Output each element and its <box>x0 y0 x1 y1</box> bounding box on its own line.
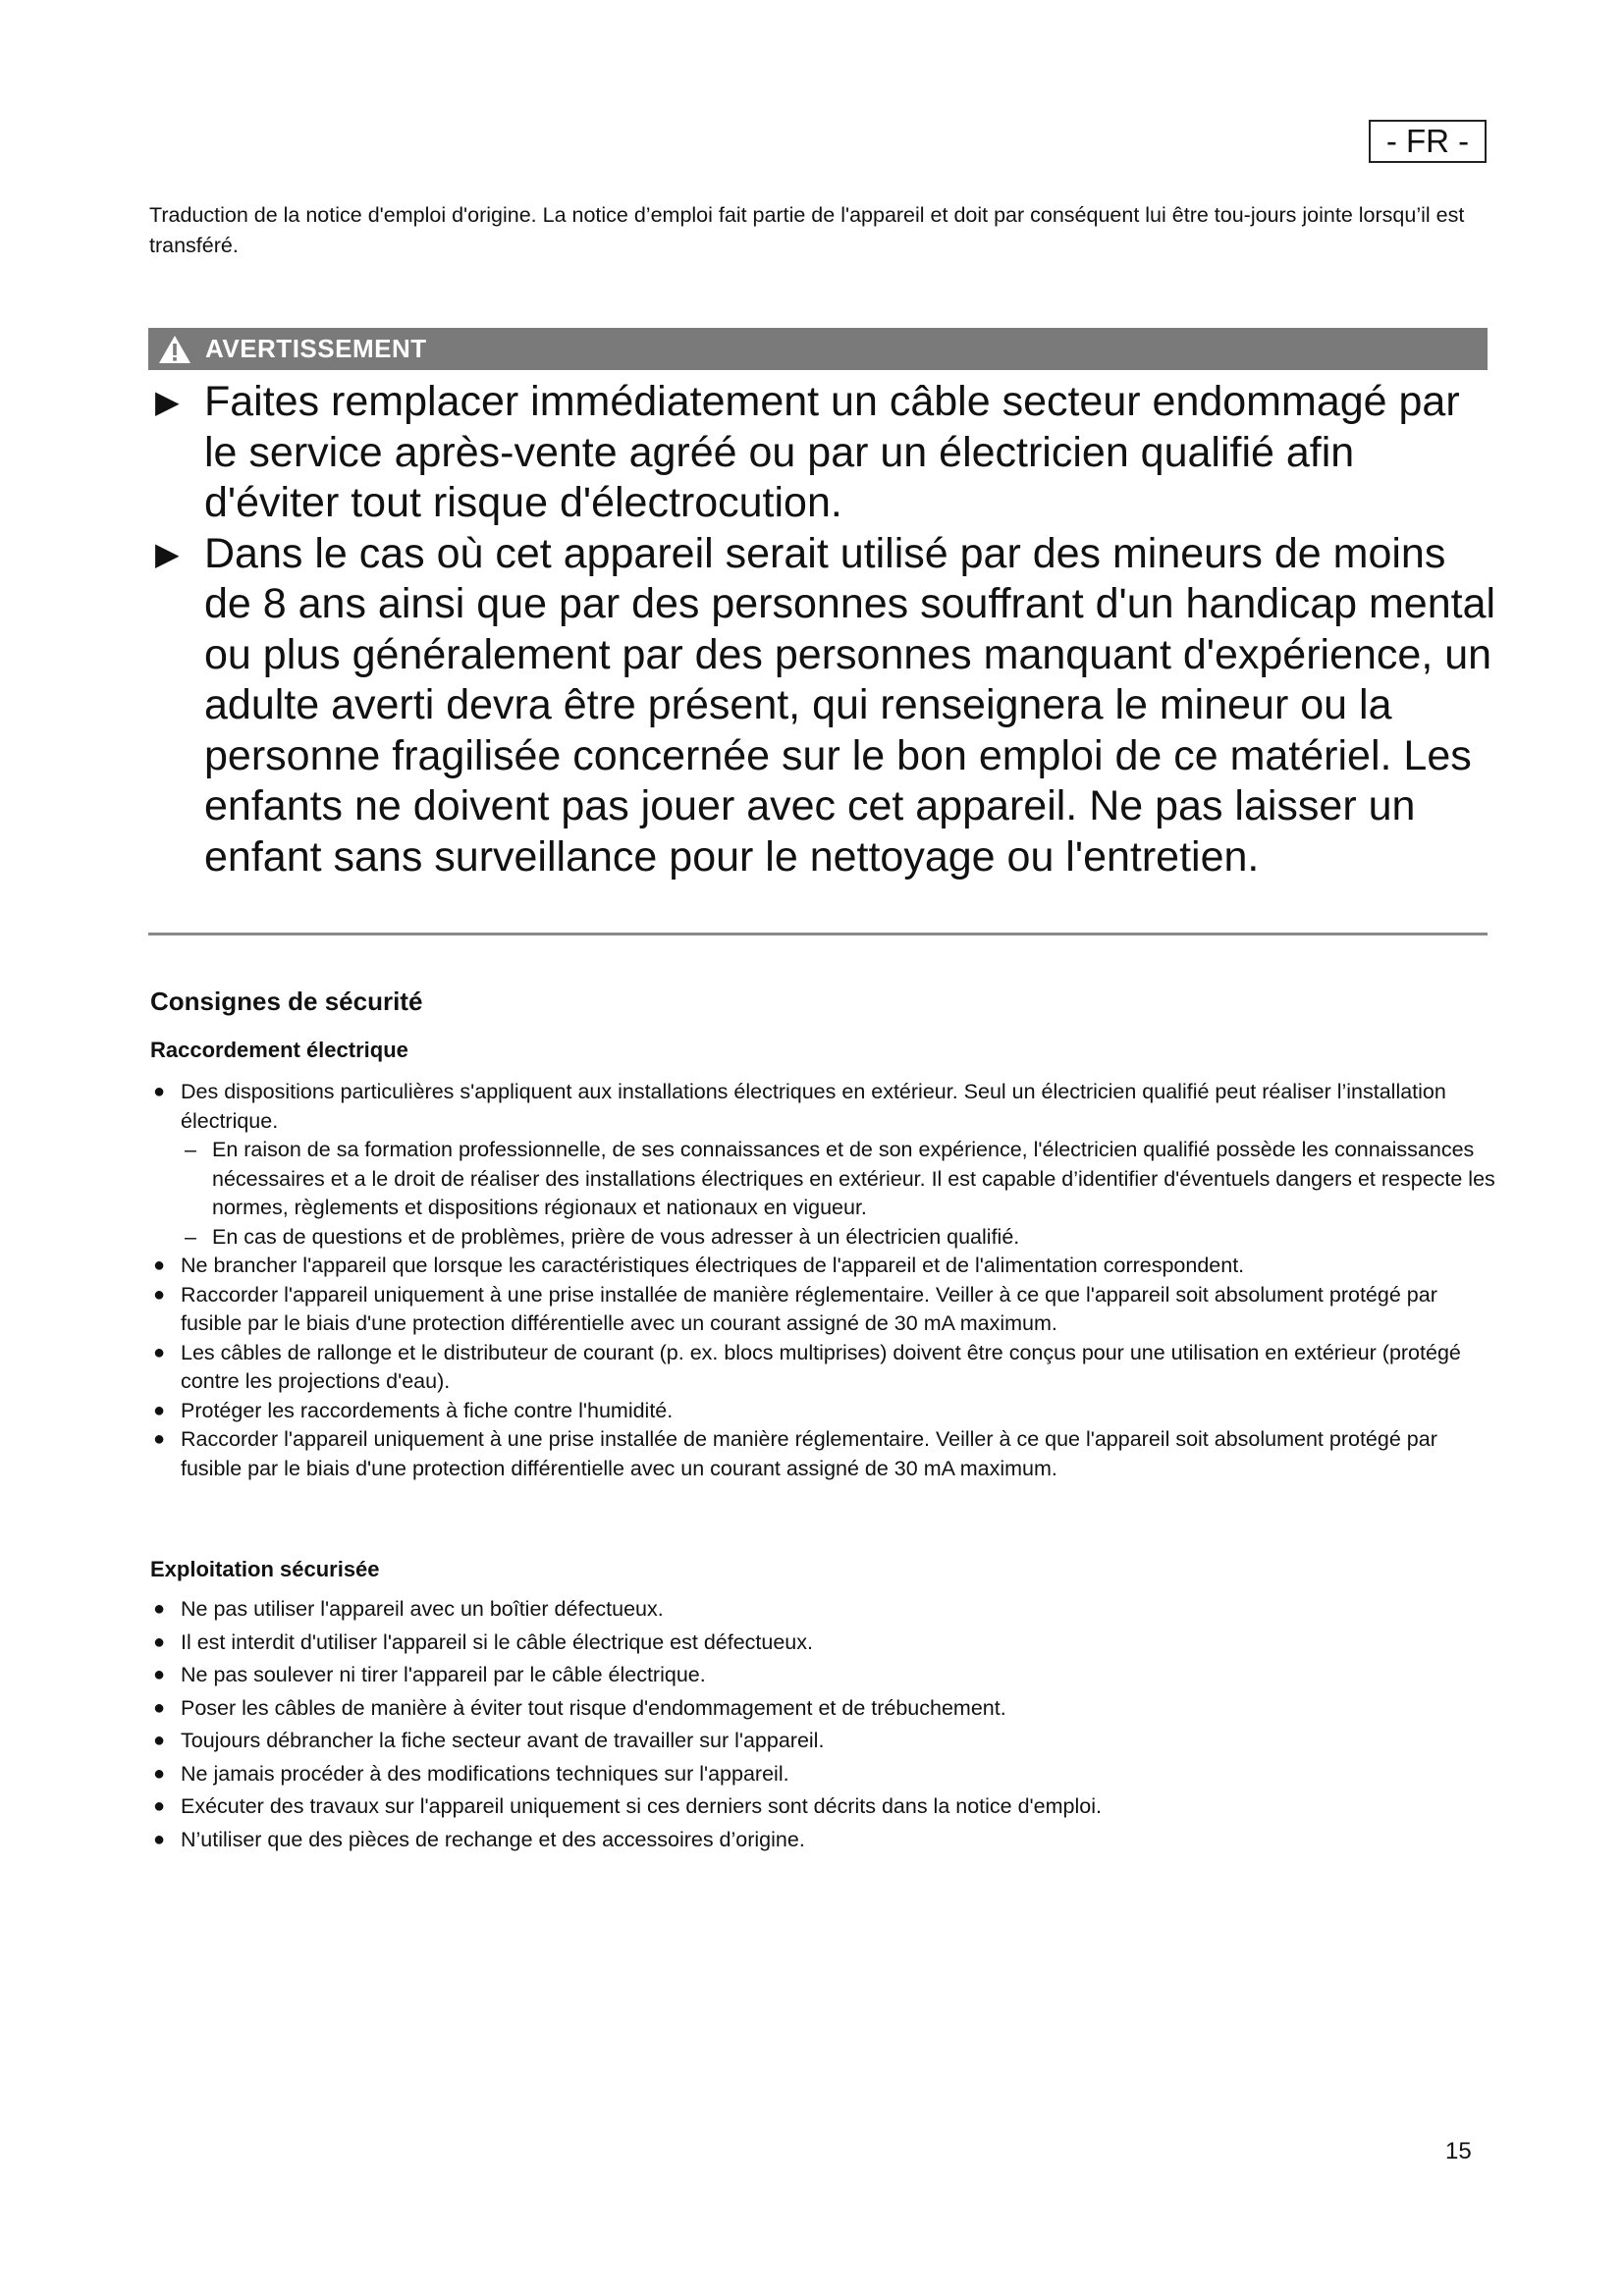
arrow-right-icon: ▶ <box>155 384 180 419</box>
bullet-icon: ● <box>153 1428 166 1450</box>
list-item <box>149 1339 1496 1397</box>
list-item-text: Ne jamais procéder à des modifications techniques sur l'appareil. <box>181 1761 789 1786</box>
sub-list-item <box>181 1136 1496 1223</box>
sub-list-item-text: En raison de sa formation professionnelle, de ses connaissances et de son expérience, l'électricien qualifié possède les connaissances nécessaires et a le droit de réaliser des installations électriques en extérieur. Il est capable d’identifier d'éventuels dangers et respecte les normes, règlements et dispositions régionaux et nationaux en vigueur. <box>212 1138 1495 1219</box>
bullet-icon: ● <box>153 1341 166 1363</box>
list-item <box>149 1397 1496 1426</box>
intro-text: Traduction de la notice d'emploi d'origine. La notice d’emploi fait partie de l'appareil et doit par conséquent lui être tou-jours jointe lorsqu’il est transféré. <box>149 203 1465 257</box>
warning-divider <box>148 933 1488 935</box>
bullet-icon: ● <box>153 1283 166 1306</box>
list-item <box>149 1078 1496 1252</box>
list-item-text: Protéger les raccordements à fiche contre l'humidité. <box>181 1398 674 1422</box>
bullet-icon: ● <box>153 1630 166 1653</box>
bullet-icon: ● <box>153 1828 166 1850</box>
sub-list-item-text: En cas de questions et de problèmes, prière de vous adresser à un électricien qualifié. <box>212 1224 1020 1249</box>
bullet-icon: ● <box>153 1399 166 1421</box>
warning-item-text: Faites remplacer immédiatement un câble secteur endommagé par le service après-vente agréé ou par un électricien qualifié afin d'éviter tout risque d'électrocution. <box>204 378 1460 526</box>
list-item-text: Il est interdit d'utiliser l'appareil si le câble électrique est défectueux. <box>181 1629 813 1654</box>
list-item-text: Ne brancher l'appareil que lorsque les caractéristiques électriques de l'appareil et de l'alimentation correspondent. <box>181 1254 1245 1277</box>
subsection-title-operation: Exploitation sécurisée <box>150 1557 380 1581</box>
list-item <box>149 1692 1496 1726</box>
dash-icon: – <box>185 1224 196 1249</box>
bullet-icon: ● <box>153 1598 166 1620</box>
list-item <box>149 1758 1496 1791</box>
list-item <box>149 1281 1496 1339</box>
list-item-text: Des dispositions particulières s'appliquent aux installations électriques en extérieur. Seul un électricien qualifié peut réaliser l’installation électrique. <box>181 1080 1446 1133</box>
list-item <box>149 1790 1496 1824</box>
sub-list-item <box>181 1223 1496 1253</box>
bullet-icon: ● <box>153 1255 166 1276</box>
bullet-icon: ● <box>153 1696 166 1719</box>
language-badge: - FR - <box>1369 120 1487 163</box>
electrical-list <box>149 1078 1496 1483</box>
list-item <box>149 1425 1496 1483</box>
list-item-text: Ne pas soulever ni tirer l'appareil par le câble électrique. <box>181 1663 706 1686</box>
list-item-text: Toujours débrancher la fiche secteur avant de travailler sur l'appareil. <box>181 1729 825 1752</box>
warning-item-text: Dans le cas où cet appareil serait utilisé par des mineurs de moins de 8 ans ainsi que par des personnes souffrant d'un handicap mental ou plus généralement par des personnes manquant d'expérience, un adulte averti devra être présent, qui renseignera le mineur ou la personne fragilisée concernée sur le bon emploi de ce matériel. Les enfants ne doivent pas jouer avec cet appareil. Ne pas laisser un enfant sans surveillance pour le nettoyage ou l'entretien. <box>204 529 1496 881</box>
list-item-text: Ne pas utiliser l'appareil avec un boîtier défectueux. <box>181 1597 664 1621</box>
bullet-icon: ● <box>153 1081 166 1102</box>
list-item <box>149 1824 1496 1857</box>
subsection-title-electrical: Raccordement électrique <box>150 1038 408 1062</box>
list-item-text: Raccorder l'appareil uniquement à une prise installée de manière réglementaire. Veiller à ce que l'appareil soit absolument protégé par fusible par le biais d'une protection différentielle avec un courant assigné de 30 mA maximum. <box>181 1427 1437 1480</box>
bullet-icon: ● <box>153 1730 166 1751</box>
warning-triangle-icon <box>158 335 191 364</box>
list-item <box>149 1725 1496 1758</box>
dash-icon: – <box>185 1138 196 1161</box>
sub-list <box>181 1136 1496 1252</box>
list-item-text: Les câbles de rallonge et le distributeur de courant (p. ex. blocs multiprises) doivent être conçus pour une utilisation en extérieur (protégé contre les projections d'eau). <box>181 1340 1461 1393</box>
bullet-icon: ● <box>153 1762 166 1785</box>
page-number: 15 <box>1445 2138 1472 2164</box>
warning-header <box>148 328 1488 370</box>
operation-list <box>149 1593 1496 1856</box>
list-item-text: Exécuter des travaux sur l'appareil uniquement si ces derniers sont décrits dans la notice d'emploi. <box>181 1794 1102 1818</box>
arrow-right-icon: ▶ <box>155 535 180 571</box>
bullet-icon: ● <box>153 1664 166 1685</box>
list-item <box>149 1659 1496 1692</box>
bullet-icon: ● <box>153 1795 166 1817</box>
list-item-text: Poser les câbles de manière à éviter tout risque d'endommagement et de trébuchement. <box>181 1695 1006 1720</box>
warning-item <box>155 377 1500 529</box>
warning-list <box>155 377 1500 882</box>
warning-item <box>155 529 1500 883</box>
warning-title: AVERTISSEMENT <box>205 334 427 363</box>
list-item-text: N’utiliser que des pièces de rechange et des accessoires d’origine. <box>181 1827 805 1851</box>
section-title: Consignes de sécurité <box>150 987 423 1016</box>
list-item <box>149 1593 1496 1627</box>
list-item <box>149 1627 1496 1660</box>
list-item-text: Raccorder l'appareil uniquement à une prise installée de manière réglementaire. Veiller à ce que l'appareil soit absolument protégé par fusible par le biais d'une protection différentielle avec un courant assigné de 30 mA maximum. <box>181 1282 1437 1335</box>
list-item <box>149 1252 1496 1281</box>
